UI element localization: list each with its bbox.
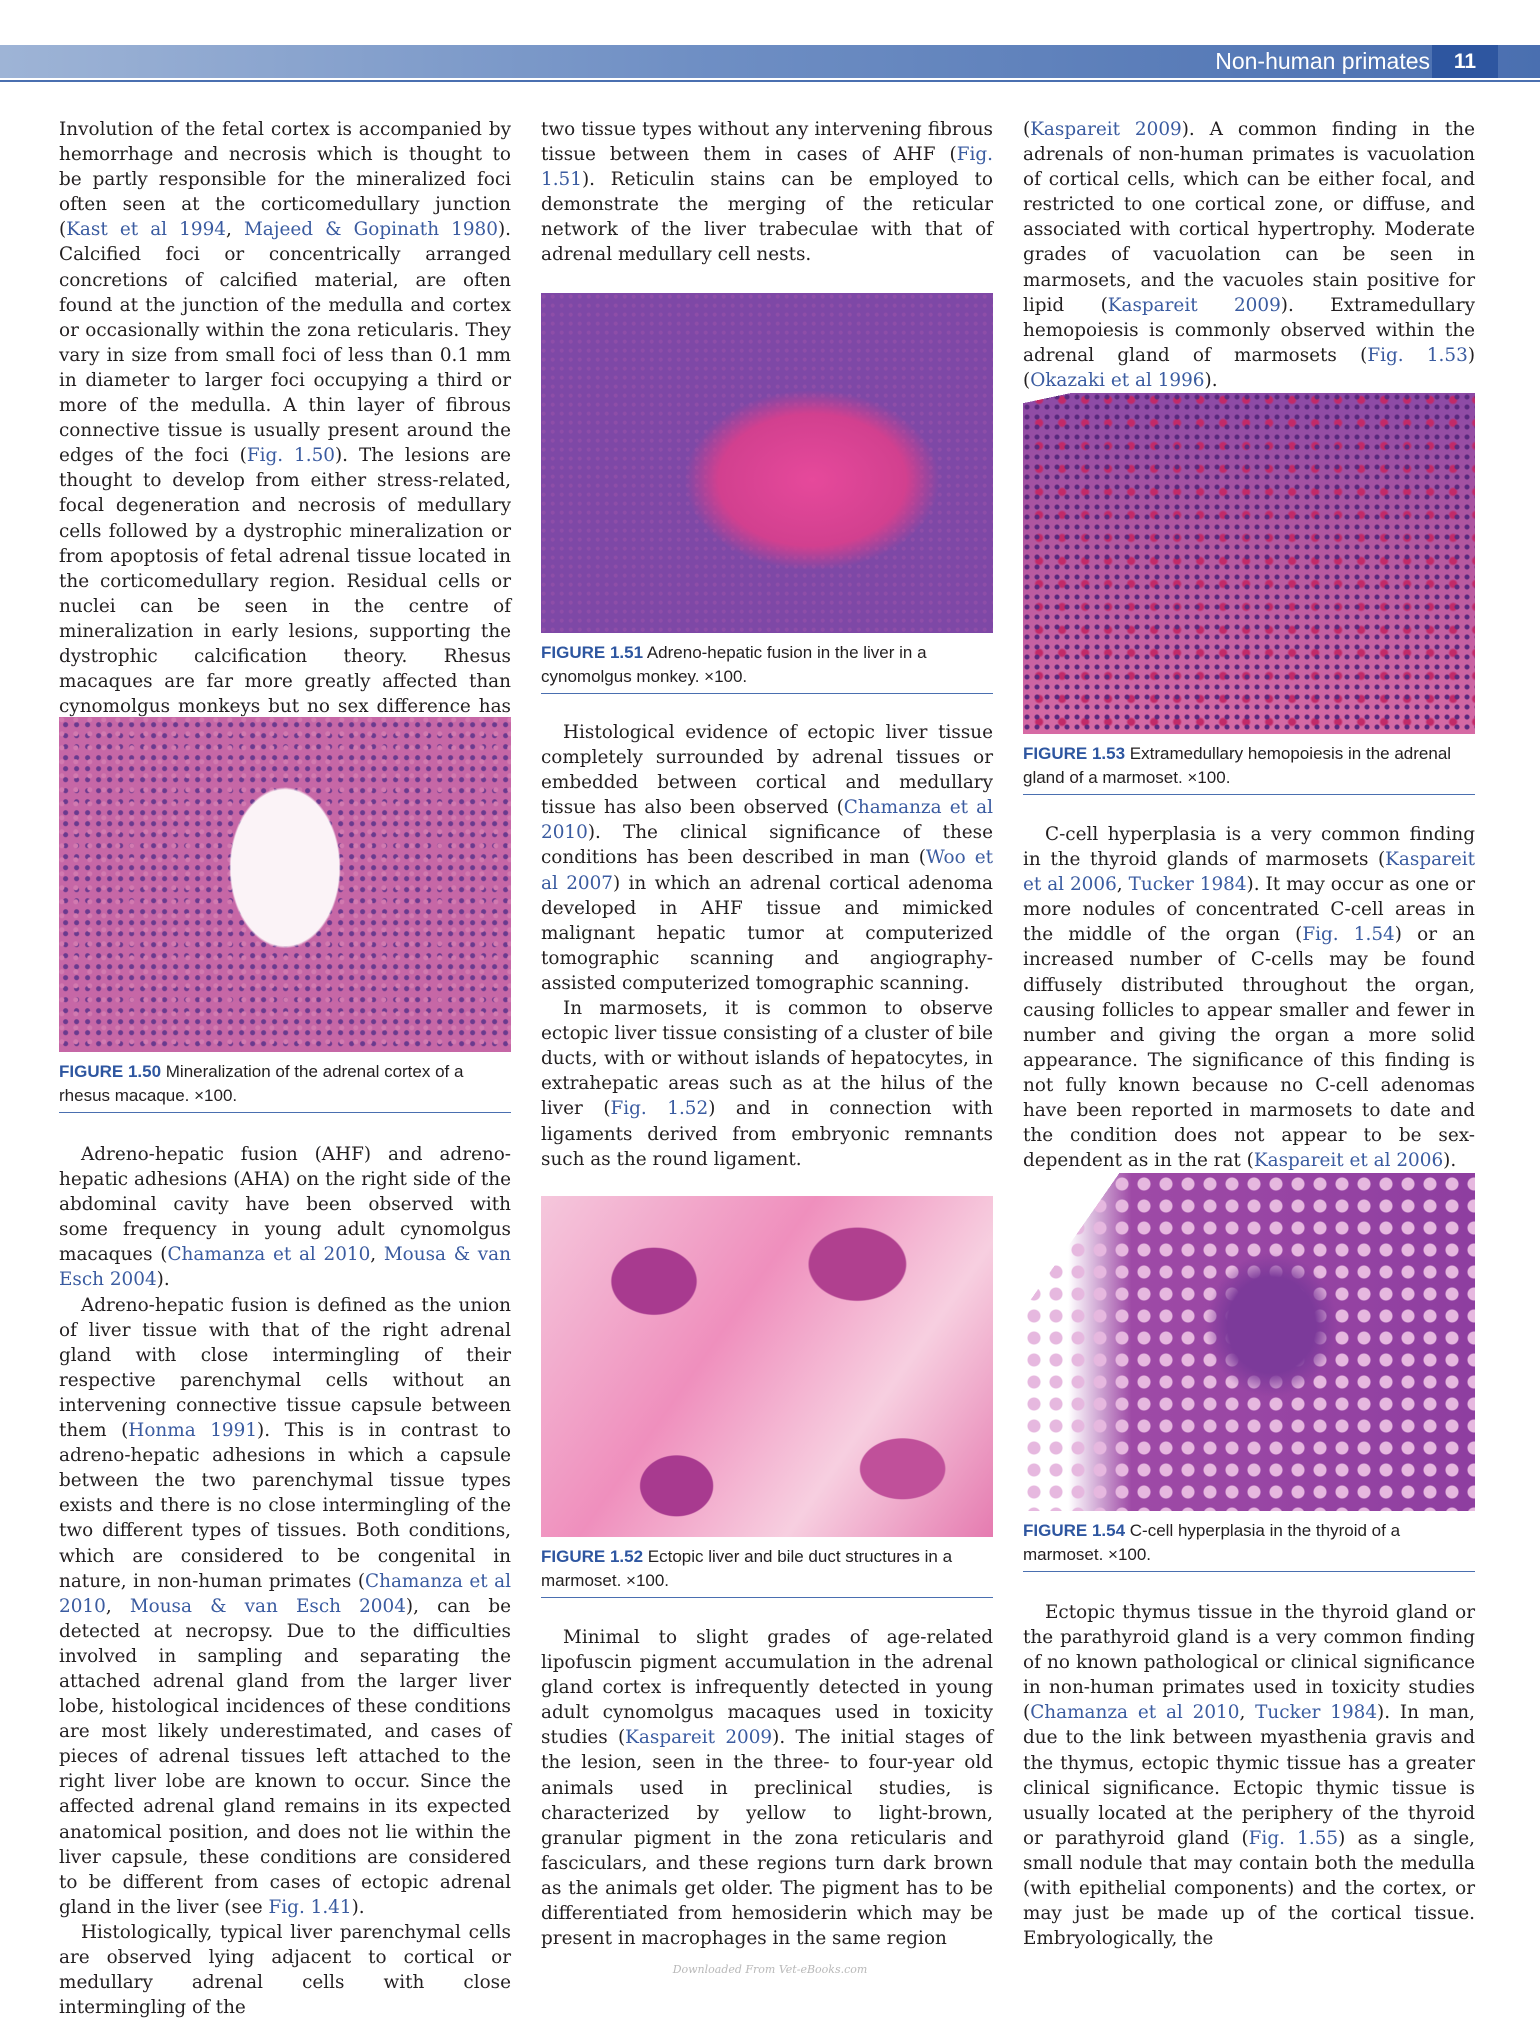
figure-link[interactable]: Fig. 1.54 [1302,924,1395,946]
figure-link[interactable]: Fig. 1.50 [246,445,335,467]
citation-link[interactable]: Chamanza et al 2010 [1030,1702,1240,1724]
header-rule [0,80,1540,82]
figure-1-53 [1023,393,1475,795]
paragraph: C-cell hyperplasia is a very common finding in the thyroid glands of marmosets (Kaspareit et al 2006, Tucker 1984). It may occur as one or more nodules of concentrated C-cell areas in the middle of the organ (Fig. 1.54) or an increased number of C-cells may be found diffusely distributed throughout the organ, causing follicles to appear smaller and fewer in number and giving the organ a more solid appearance. The significance of this finding is not fully known because no C-cell adenomas have been reported in marmosets to date and the condition does not appear to be sex-dependent as in the rat (Kaspareit et al 2006). [1023,824,1475,1172]
figure-link[interactable]: Fig. 1.55 [1248,1827,1339,1849]
paragraph: Histological evidence of ectopic liver tissue completely surrounded by adrenal tissues or embedded between cortical and medullary tissue has also been observed (Chamanza et al 2010). The clinical significance of these conditions has been described in man (Woo et al 2007) in which an adrenal cortical adenoma developed in AHF tissue and mimicked malignant hepatic tumor at computerized tomographic scanning and angiography-assisted computerized tomographic scanning. [541,722,993,994]
citation-link[interactable]: Chamanza et al 2010 [541,797,993,844]
footer-watermark: Downloaded From Vet-eBooks.com [672,1963,868,1976]
column-3-top [1023,117,1475,393]
paragraph: In marmosets, it is common to observe ectopic liver tissue consisting of a cluster of bile ducts, with or without islands of hepatocytes, in extrahepatic areas such as at the hilus of the liver (Fig. 1.52) and in connection with ligaments derived from embryonic remnants such as the round ligament. [541,998,993,1170]
column-2-bottom [541,1625,993,1951]
citation-link[interactable]: Kaspareit 2009 [1030,119,1182,140]
citation-link[interactable]: Tucker 1984 [1128,874,1247,896]
figure-1-52 [541,1196,993,1598]
figure-caption: FIGURE 1.53 Extramedullary hemopoiesis in the adrenal gland of a marmoset. ×100. [1023,734,1475,795]
figure-caption: FIGURE 1.51 Adreno-hepatic fusion in the liver in a cynomolgus monkey. ×100. [541,633,993,694]
citation-link[interactable]: Kaspareit 2009 [1107,294,1281,316]
citation-link[interactable]: Kaspareit 2009 [625,1727,773,1749]
citation-link[interactable]: Kast et al 1994 [66,219,226,241]
citation-link[interactable]: Kaspareit et al 2006 [1023,849,1475,896]
micrograph-image [1023,1173,1475,1511]
paragraph: Adreno-hepatic fusion (AHF) and adreno-hepatic adhesions (AHA) on the right side of the abdominal cavity have been observed with some frequency in young adult cynomolgus macaques (Chamanza et al 2010, Mousa & van Esch 2004). [59,1144,511,1291]
citation-link[interactable]: Mousa & van Esch 2004 [59,1244,511,1291]
running-head: Non-human primates [1215,48,1430,74]
citation-link[interactable]: Woo et al 2007 [541,847,993,894]
figure-caption: FIGURE 1.50 Mineralization of the adrenal cortex of a rhesus macaque. ×100. [59,1052,511,1113]
column-2-middle [541,720,993,1172]
citation-link[interactable]: Honma 1991 [128,1420,258,1442]
citation-link[interactable]: Tucker 1984 [1255,1702,1378,1724]
citation-link[interactable]: Okazaki et al 1996 [1030,369,1205,391]
figure-link[interactable]: Fig. 1.53 [1367,344,1468,366]
figure-link[interactable]: Fig. 1.52 [610,1098,709,1120]
figure-caption: FIGURE 1.52 Ectopic liver and bile duct structures in a marmoset. ×100. [541,1537,993,1598]
figure-caption: FIGURE 1.54 C-cell hyperplasia in the thyroid of a marmoset. ×100. [1023,1511,1475,1572]
micrograph-image [541,1196,993,1537]
micrograph-image [1023,393,1475,734]
figure-1-50 [59,717,511,1113]
citation-link[interactable]: Majeed & Gopinath 1980 [243,219,498,241]
citation-link[interactable]: Kaspareit et al 2006 [1253,1150,1444,1172]
paragraph: Ectopic thymus tissue in the thyroid gland or the parathyroid gland is a very common finding of no known pathological or clinical significance in non-human primates used in toxicity studies (Chamanza et al 2010, Tucker 1984). In man, due to the link between myasthenia gravis and the thymus, ectopic thymic tissue has a greater clinical significance. Ectopic thymic tissue is usually located at the periphery of the thyroid or parathyroid gland (Fig. 1.55) as a single, small nodule that may contain both the medulla (with epithelial components) and the cortex, or may just be made up of the cortical tissue. Embryologically, the [1023,1602,1475,1950]
figure-link[interactable]: Fig. 1.41 [268,1896,352,1918]
paragraph: (Kaspareit 2009). A common finding in the adrenals of non-human primates is vacuolation of cortical cells, which can be either focal, and restricted to one cortical zone, or diffuse, and associated with cortical hypertrophy. Moderate grades of vacuolation can be seen in marmosets, and the vacuoles stain positive for lipid (Kaspareit 2009). Extramedullary hemopoiesis is commonly observed within the adrenal gland of marmosets (Fig. 1.53) (Okazaki et al 1996). [1023,119,1475,391]
figure-1-54 [1023,1173,1475,1572]
micrograph-image [59,717,511,1052]
page-number: 11 [1432,45,1498,78]
paragraph: Minimal to slight grades of age-related lipofuscin pigment accumulation in the adrenal gland cortex is infrequently detected in young adult cynomolgus macaques used in toxicity studies (Kaspareit 2009). The initial stages of the lesion, seen in the three- to four-year old animals used in preclinical studies, is characterized by yellow to light-brown, granular pigment in the zona reticularis and fasciculars, and these regions turn dark brown as the animals get older. The pigment has to be differentiated from hemosiderin which may be present in macrophages in the same region [541,1627,993,1950]
micrograph-image [541,293,993,633]
citation-link[interactable]: Chamanza et al 2010 [167,1244,371,1266]
citation-link[interactable]: Mousa & van Esch 2004 [129,1595,406,1617]
figure-1-51 [541,293,993,694]
column-3-bottom [1023,1600,1475,1951]
paragraph: Histologically, typical liver parenchymal cells are observed lying adjacent to cortical or medullary adrenal cells with close intermingling of the [59,1921,511,2019]
column-1-top [59,117,511,744]
column-1-bottom [59,1142,511,2020]
paragraph: Adreno-hepatic fusion is defined as the union of liver tissue with that of the right adrenal gland with close intermingling of their respective parenchymal cells without an intervening connective tissue capsule between them (Honma 1991). This is in contrast to adreno-hepatic adhesions in which a capsule between the two parenchymal tissue types exists and there is no close intermingling of the two different types of tissues. Both conditions, which are considered to be congenital in nature, in non-human primates (Chamanza et al 2010, Mousa & van Esch 2004), can be detected at necropsy. Due to the difficulties involved in sampling and separating the attached adrenal gland from the larger liver lobe, histological incidences of these conditions are most likely underestimated, and cases of pieces of adrenal tissues left attached to the right liver lobe are known to occur. Since the affected adrenal gland remains in its expected anatomical position, and does not lie within the liver capsule, these conditions are considered to be different from cases of ectopic adrenal gland in the liver (see Fig. 1.41). [59,1294,511,1918]
paragraph: Involution of the fetal cortex is accompanied by hemorrhage and necrosis which is thought to be partly responsible for the mineralized foci often seen at the corticomedullary junction (Kast et al 1994, Majeed & Gopinath 1980). Calcified foci or concentrically arranged concretions of calcified material, are often found at the junction of the medulla and cortex or occasionally within the zona reticularis. They vary in size from small foci of less than 0.1 mm in diameter to larger foci occupying a third or more of the medulla. A thin layer of fibrous connective tissue is usually present around the edges of the foci (Fig. 1.50). The lesions are thought to develop from either stress-related, focal degeneration and necrosis of medullary cells followed by a dystrophic mineralization or from apoptosis of fetal adrenal tissue located in the corticomedullary region. Residual cells or nuclei can be seen in the centre of mineralization in early lesions, supporting the dystrophic calcification theory. Rhesus macaques are far more greatly affected than cynomolgus monkeys but no sex difference has [59,119,511,718]
citation-link[interactable]: Chamanza et al 2010 [59,1570,511,1617]
column-2-top [541,117,993,268]
paragraph: two tissue types without any intervening fibrous tissue between them in cases of AHF (Fig. 1.51). Reticulin stains can be employed to demonstrate the merging of the reticular network of the liver trabeculae with that of adrenal medullary cell nests. [541,119,993,266]
figure-link[interactable]: Fig. 1.51 [541,144,993,191]
column-3-middle [1023,822,1475,1173]
